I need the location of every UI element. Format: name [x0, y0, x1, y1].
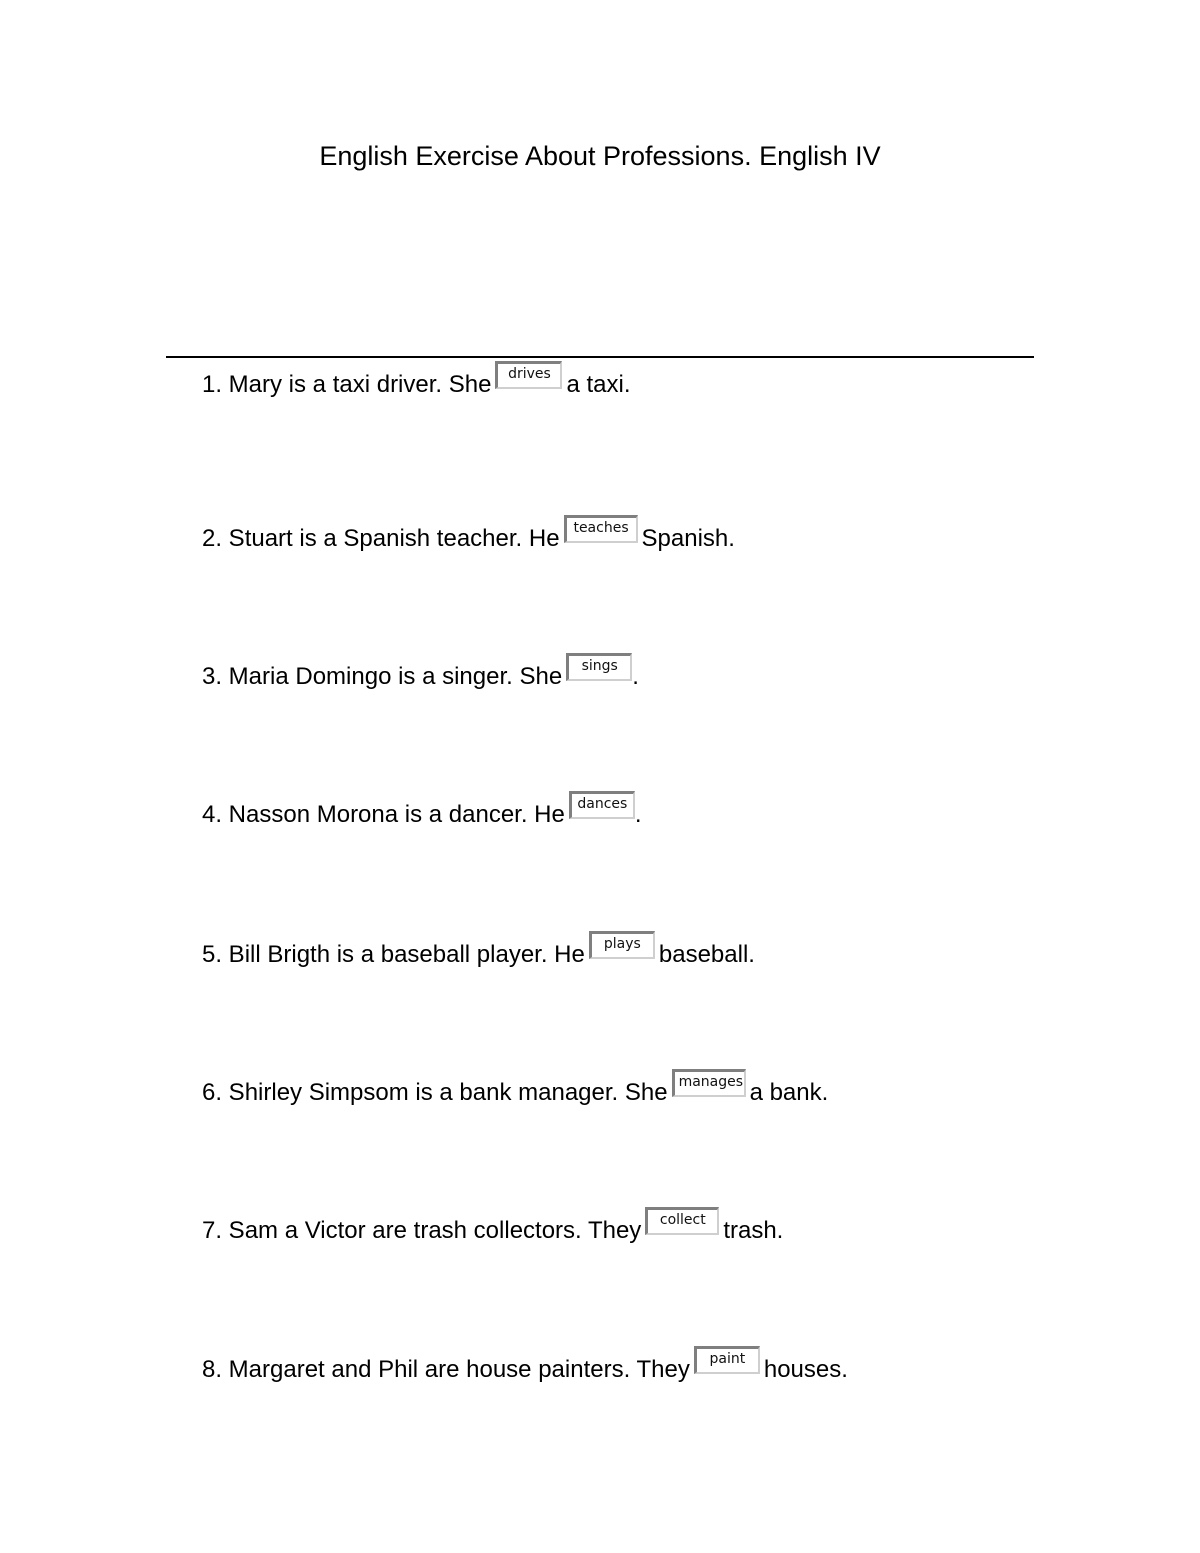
question-4-text-after: . — [634, 801, 642, 828]
question-4-text-before: 4. Nasson Morona is a dancer. He — [202, 801, 565, 828]
question-7-text-before: 7. Sam a Victor are trash collectors. They — [202, 1217, 642, 1244]
question-2-text-before: 2. Stuart is a Spanish teacher. He — [202, 525, 560, 552]
question-8-answer-field[interactable]: paint — [694, 1346, 760, 1374]
question-8-text-before: 8. Margaret and Phil are house painters. They — [202, 1356, 690, 1383]
question-7-text-after: trash. — [723, 1217, 784, 1244]
question-4-answer-field[interactable]: dances — [569, 791, 635, 819]
question-8 — [202, 1351, 848, 1388]
question-3-text-before: 3. Maria Domingo is a singer. She — [202, 663, 563, 690]
question-1-answer-field[interactable]: drives — [495, 361, 562, 389]
question-6 — [202, 1074, 829, 1111]
question-6-answer-field[interactable]: manages — [672, 1069, 746, 1097]
question-4 — [202, 796, 642, 833]
question-3-answer-field[interactable]: sings — [566, 653, 632, 681]
question-5-answer-field[interactable]: plays — [589, 931, 655, 959]
question-5 — [202, 936, 755, 973]
question-1 — [202, 366, 631, 403]
question-1-text-before: 1. Mary is a taxi driver. She — [202, 371, 492, 398]
question-1-text-after: a taxi. — [566, 371, 631, 398]
page-title: English Exercise About Professions. English IV — [319, 141, 881, 171]
question-2 — [202, 520, 735, 557]
question-7 — [202, 1212, 784, 1249]
question-5-text-before: 5. Bill Brigth is a baseball player. He — [202, 941, 585, 968]
header-divider — [166, 356, 1034, 358]
question-6-text-before: 6. Shirley Simpsom is a bank manager. She — [202, 1079, 668, 1106]
question-8-text-after: houses. — [763, 1356, 848, 1383]
question-6-text-after: a bank. — [749, 1079, 829, 1106]
question-2-answer-field[interactable]: teaches — [564, 515, 638, 543]
question-3 — [202, 658, 639, 695]
question-3-text-after: . — [632, 663, 639, 690]
question-5-text-after: baseball. — [658, 941, 755, 968]
question-2-text-after: Spanish. — [641, 525, 735, 552]
question-7-answer-field[interactable]: collect — [645, 1207, 719, 1235]
